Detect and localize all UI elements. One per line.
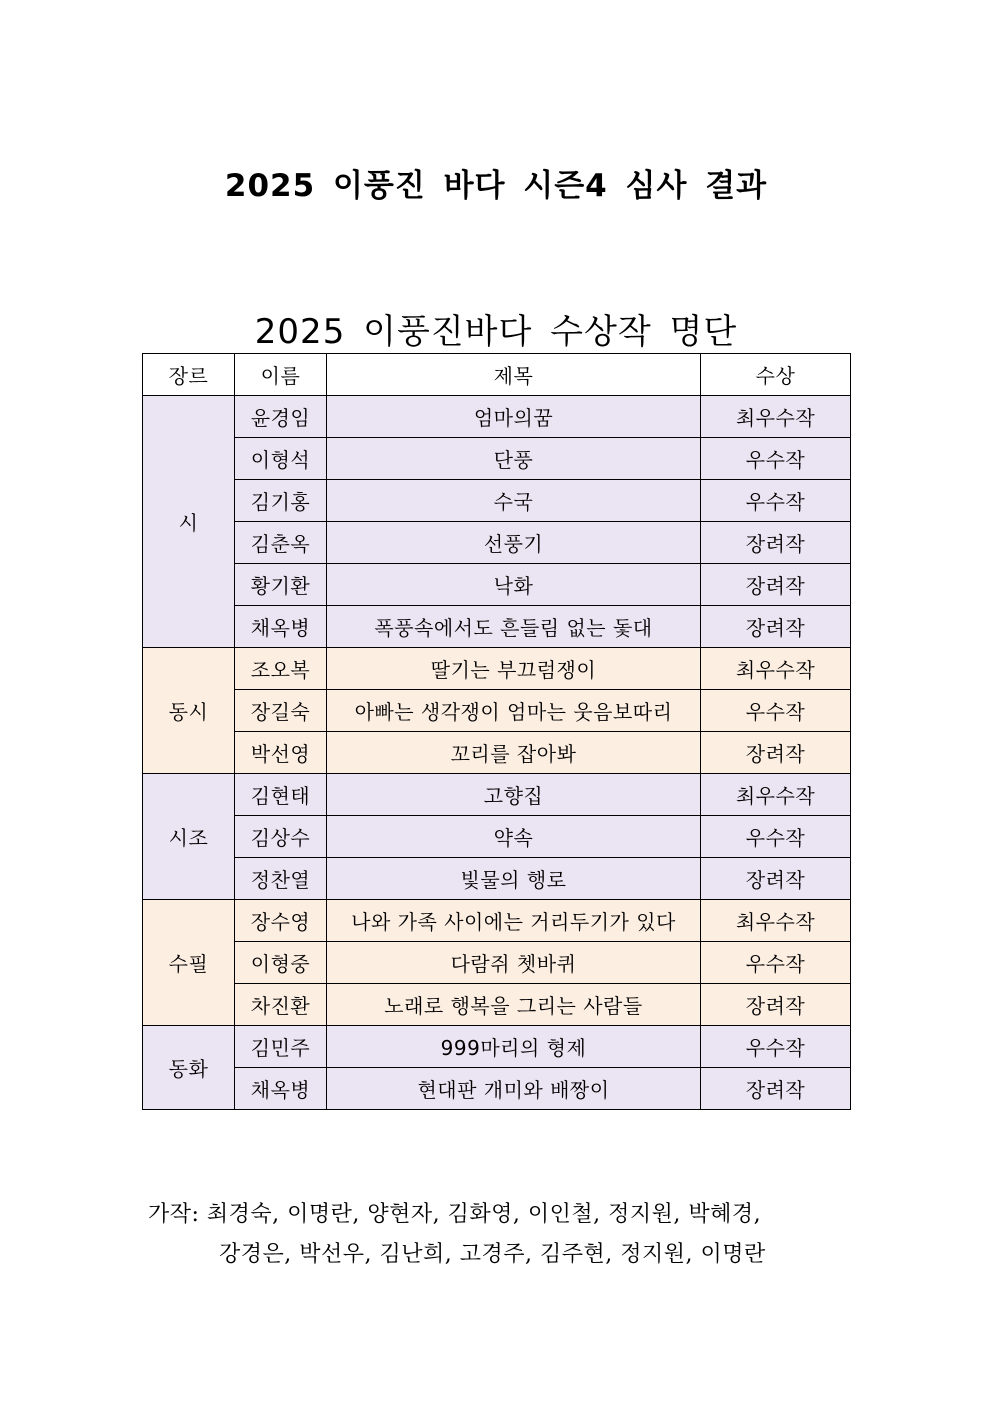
- title-cell: 빛물의 행로: [327, 858, 701, 900]
- genre-cell: 동시: [143, 648, 235, 774]
- table-row: [143, 648, 851, 690]
- table-row: [143, 564, 851, 606]
- title-cell: 고향집: [327, 774, 701, 816]
- table-row: [143, 900, 851, 942]
- award-cell: 장려작: [701, 564, 851, 606]
- award-cell: 장려작: [701, 606, 851, 648]
- name-cell: 김기홍: [235, 480, 327, 522]
- title-cell: 단풍: [327, 438, 701, 480]
- award-cell: 최우수작: [701, 774, 851, 816]
- title-cell: 약속: [327, 816, 701, 858]
- title-cell: 다람쥐 쳇바퀴: [327, 942, 701, 984]
- name-cell: 김민주: [235, 1026, 327, 1068]
- honorable-mention-line-1: 가작: 최경숙, 이명란, 양현자, 김화영, 이인철, 정지원, 박혜경,: [148, 1202, 762, 1227]
- table-row: [143, 1068, 851, 1110]
- title-cell: 선풍기: [327, 522, 701, 564]
- title-cell: 노래로 행복을 그리는 사람들: [327, 984, 701, 1026]
- name-cell: 이형석: [235, 438, 327, 480]
- honorable-mention-line-2: 강경은, 박선우, 김난희, 고경주, 김주현, 정지원, 이명란: [219, 1242, 766, 1267]
- title-cell: 999마리의 형제: [327, 1026, 701, 1068]
- genre-cell: 시조: [143, 774, 235, 900]
- award-cell: 우수작: [701, 1026, 851, 1068]
- award-cell: 장려작: [701, 522, 851, 564]
- award-cell: 우수작: [701, 480, 851, 522]
- name-cell: 장수영: [235, 900, 327, 942]
- table-title: 2025 이풍진바다 수상작 명단: [254, 312, 738, 352]
- title-cell: 폭풍속에서도 흔들림 없는 돛대: [327, 606, 701, 648]
- award-cell: 장려작: [701, 1068, 851, 1110]
- table-row: [143, 984, 851, 1026]
- title-cell: 딸기는 부끄럼쟁이: [327, 648, 701, 690]
- name-cell: 장길숙: [235, 690, 327, 732]
- document-title: 2025 이풍진 바다 시즌4 심사 결과: [224, 168, 768, 204]
- table-row: [143, 816, 851, 858]
- title-cell: 꼬리를 잡아봐: [327, 732, 701, 774]
- table-row: [143, 522, 851, 564]
- title-cell: 수국: [327, 480, 701, 522]
- name-cell: 조오복: [235, 648, 327, 690]
- genre-cell: 수필: [143, 900, 235, 1026]
- genre-cell: 시: [143, 396, 235, 648]
- table-row: [143, 732, 851, 774]
- title-cell: 낙화: [327, 564, 701, 606]
- award-table: [142, 353, 851, 1110]
- header-title: 제목: [327, 354, 701, 396]
- name-cell: 김춘옥: [235, 522, 327, 564]
- name-cell: 채옥병: [235, 1068, 327, 1110]
- name-cell: 이형중: [235, 942, 327, 984]
- table-row: [143, 606, 851, 648]
- header-genre: 장르: [143, 354, 235, 396]
- award-cell: 최우수작: [701, 900, 851, 942]
- table-row: [143, 438, 851, 480]
- name-cell: 김상수: [235, 816, 327, 858]
- table-row: [143, 858, 851, 900]
- title-cell: 아빠는 생각쟁이 엄마는 웃음보따리: [327, 690, 701, 732]
- title-cell: 엄마의꿈: [327, 396, 701, 438]
- name-cell: 박선영: [235, 732, 327, 774]
- award-cell: 우수작: [701, 942, 851, 984]
- title-cell: 나와 가족 사이에는 거리두기가 있다: [327, 900, 701, 942]
- name-cell: 채옥병: [235, 606, 327, 648]
- table-row: [143, 690, 851, 732]
- award-cell: 우수작: [701, 816, 851, 858]
- name-cell: 김현태: [235, 774, 327, 816]
- name-cell: 황기환: [235, 564, 327, 606]
- title-cell: 현대판 개미와 배짱이: [327, 1068, 701, 1110]
- header-name: 이름: [235, 354, 327, 396]
- table-row: [143, 1026, 851, 1068]
- award-cell: 최우수작: [701, 396, 851, 438]
- table-row: [143, 396, 851, 438]
- name-cell: 정찬열: [235, 858, 327, 900]
- award-cell: 우수작: [701, 690, 851, 732]
- name-cell: 차진환: [235, 984, 327, 1026]
- table-row: [143, 942, 851, 984]
- award-cell: 장려작: [701, 732, 851, 774]
- name-cell: 윤경임: [235, 396, 327, 438]
- award-cell: 장려작: [701, 858, 851, 900]
- header-award: 수상: [701, 354, 851, 396]
- award-cell: 최우수작: [701, 648, 851, 690]
- header-row: [143, 354, 851, 396]
- award-cell: 우수작: [701, 438, 851, 480]
- genre-cell: 동화: [143, 1026, 235, 1110]
- honorable-mention-list: [148, 1195, 766, 1275]
- table-row: [143, 774, 851, 816]
- award-cell: 장려작: [701, 984, 851, 1026]
- table-row: [143, 480, 851, 522]
